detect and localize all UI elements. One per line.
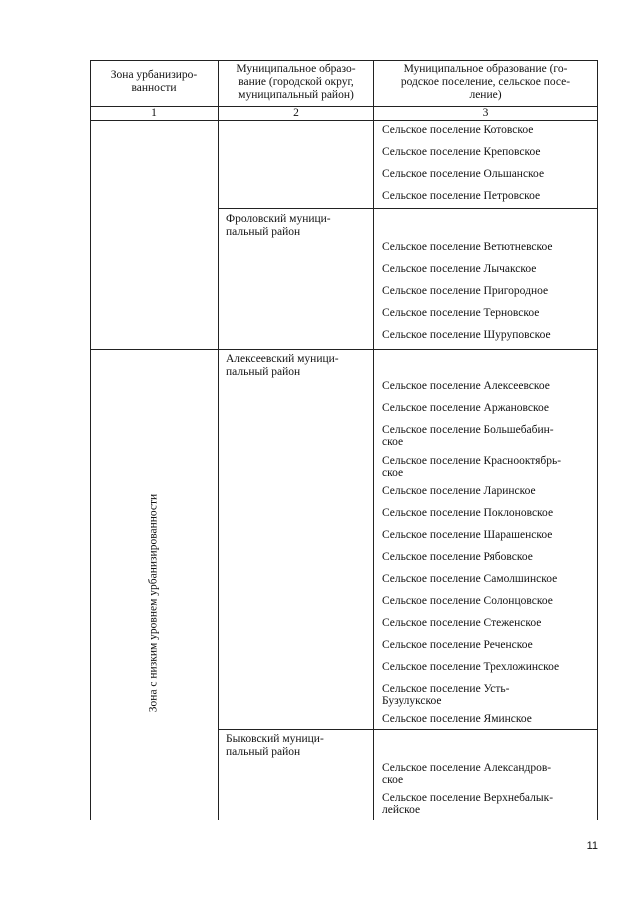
settlement-item: Сельское поселение Ветютневское: [382, 241, 553, 253]
settlement-item: Сельское поселение Большебабин- ское: [382, 424, 554, 448]
settlement-item: Сельское поселение Краснооктябрь- ское: [382, 455, 562, 479]
settlement-item: Сельское поселение Реченское: [382, 639, 533, 651]
settlement-item: Сельское поселение Ларинское: [382, 485, 536, 497]
settlement-item: Сельское поселение Усть- Бузулукское: [382, 683, 510, 707]
settlement-item: Сельское поселение Шарашенское: [382, 529, 553, 541]
settlement-item: Сельское поселение Аржановское: [382, 402, 550, 414]
settlement-item: Сельское поселение Пригородное: [382, 285, 549, 297]
settlement-item: Сельское поселение Трехложинское: [382, 661, 560, 673]
settlement-item: Сельское поселение Рябовское: [382, 551, 533, 563]
district-bykovsky: Быковский муници- пальный район: [226, 733, 324, 758]
header-zone: Зона урбанизиро- ванности: [110, 69, 198, 94]
column-number-1: 1: [151, 107, 157, 119]
settlement-item: Сельское поселение Петровское: [382, 190, 541, 202]
page-number: 11: [586, 840, 598, 852]
district-alekseevsky: Алексеевский муници- пальный район: [226, 353, 339, 378]
row-divider-3: [218, 729, 598, 730]
settlement-item: Сельское поселение Яминское: [382, 713, 532, 725]
table-left-border: [90, 60, 91, 820]
settlement-item: Сельское поселение Солонцовское: [382, 595, 553, 607]
col1-divider: [218, 60, 219, 820]
table-top-border: [90, 60, 598, 61]
settlement-item: Сельское поселение Шуруповское: [382, 329, 551, 341]
zone-label: Зона с низким уровнем урбанизированности: [147, 493, 160, 713]
header-settlement: Муниципальное образование (го- родское поселение, сельское посе- ление): [400, 63, 571, 101]
settlement-item: Сельское поселение Александров- ское: [382, 762, 552, 786]
settlement-item: Сельское поселение Верхнебалык- лейское: [382, 792, 554, 816]
column-number-3: 3: [482, 107, 489, 119]
col2-divider: [373, 60, 374, 820]
row-divider-2: [90, 349, 598, 350]
settlement-item: Сельское поселение Лычакское: [382, 263, 537, 275]
column-number-2: 2: [293, 107, 299, 119]
settlement-item: Сельское поселение Алексеевское: [382, 380, 550, 392]
settlement-item: Сельское поселение Поклоновское: [382, 507, 554, 519]
table-right-border: [597, 60, 598, 820]
settlement-item: Сельское поселение Котовское: [382, 124, 534, 136]
settlement-item: Сельское поселение Самолшинское: [382, 573, 558, 585]
settlement-item: Сельское поселение Креповское: [382, 146, 541, 158]
header-municipal-formation: Муниципальное образо- вание (городской округ, муниципальный район): [236, 63, 356, 101]
settlement-item: Сельское поселение Терновское: [382, 307, 540, 319]
numbers-bottom-border: [90, 120, 598, 121]
row-divider-1: [218, 208, 598, 209]
settlement-item: Сельское поселение Стеженское: [382, 617, 542, 629]
settlement-item: Сельское поселение Ольшанское: [382, 168, 545, 180]
district-frolovsky: Фроловский муници- пальный район: [226, 213, 331, 238]
